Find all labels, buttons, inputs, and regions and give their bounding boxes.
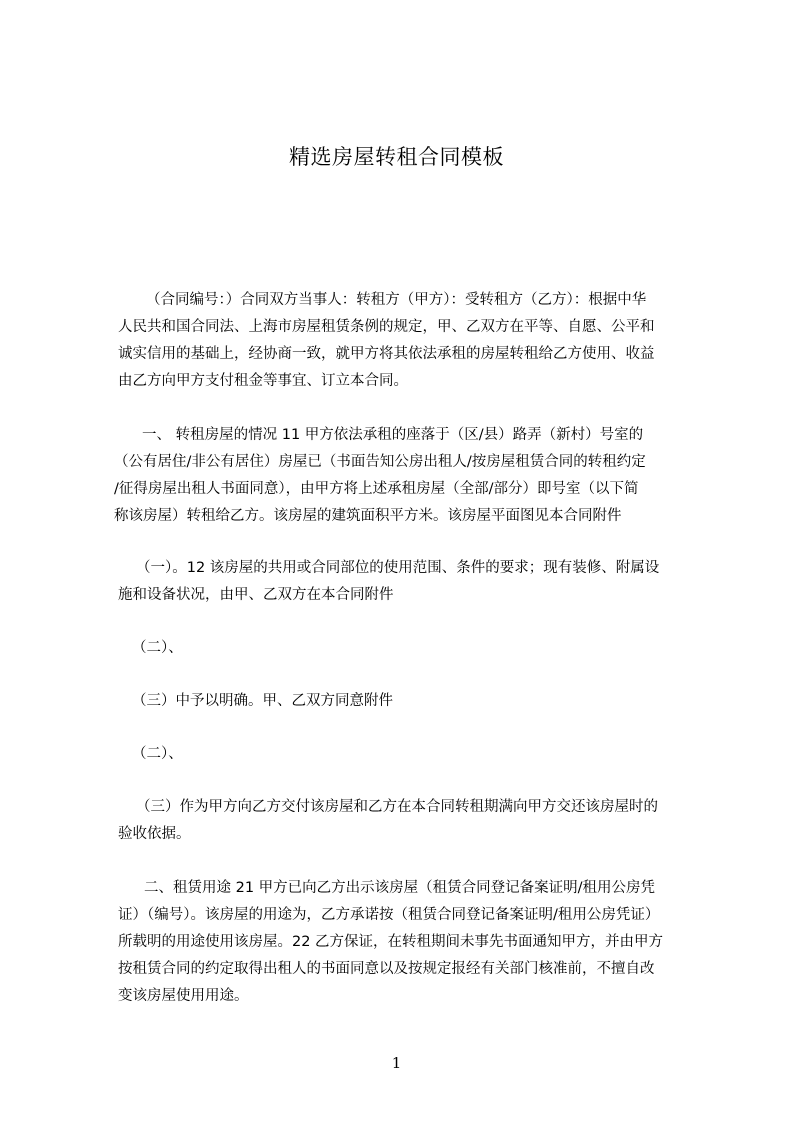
text-line: 验收依据。	[118, 826, 191, 842]
text-line: （一）。12 该房屋的共用或合同部位的使用范围、条件的要求；现有装修、附属设	[136, 560, 660, 576]
paragraph-item-two	[132, 635, 722, 662]
text-line: （二）、	[132, 640, 183, 656]
paragraph-item-three	[132, 688, 722, 715]
paragraph-section-one	[114, 422, 704, 530]
paragraph-item-three-repeat	[118, 794, 708, 848]
text-line: /征得房屋出租人书面同意），由甲方将上述承租房屋（全部/部分）即号室（以下简	[114, 481, 639, 497]
text-line: 一、 转租房屋的情况 11 甲方依法承租的座落于（区/县）路弄（新村）号室的	[142, 427, 644, 443]
text-line: 称该房屋）转租给乙方。该房屋的建筑面积平方米。该房屋平面图见本合同附件	[114, 508, 622, 524]
text-line: 施和设备状况，由甲、乙双方在本合同附件	[118, 587, 394, 603]
text-line: 由乙方向甲方支付租金等事宜、订立本合同。	[118, 373, 408, 389]
paragraph-preamble	[118, 287, 708, 395]
text-line: 按租赁合同的约定取得出租人的书面同意以及按规定报经有关部门核准前，不擅自改	[118, 961, 655, 977]
text-line: 诚实信用的基础上，经协商一致，就甲方将其依法承租的房屋转租给乙方使用、收益	[118, 346, 655, 362]
paragraph-section-two	[118, 875, 708, 1010]
text-line: （公有居住/非公有居住）房屋已（书面告知公房出租人/按房屋租赁合同的转租约定	[114, 454, 646, 470]
text-line: （三）中予以明确。甲、乙双方同意附件	[132, 693, 393, 709]
page-number: 1	[391, 1054, 402, 1072]
document-title: 精选房屋转租合同模板	[289, 145, 504, 169]
text-line: 所载明的用途使用该房屋。22 乙方保证，在转租期间未事先书面通知甲方，并由甲方	[118, 934, 664, 950]
text-line: （合同编号：）合同双方当事人：转租方（甲方）：受转租方（乙方）：根据中华	[146, 292, 647, 308]
paragraph-item-one	[118, 555, 708, 609]
paragraph-item-two-repeat	[132, 741, 722, 768]
text-line: 证）（编号）。该房屋的用途为，乙方承诺按（租赁合同登记备案证明/租用公房凭证）	[118, 907, 660, 923]
text-line: 二、租赁用途 21 甲方已向乙方出示该房屋（租赁合同登记备案证明/租用公房凭	[144, 880, 656, 896]
text-line: （二）、	[132, 746, 183, 762]
text-line: （三）作为甲方向乙方交付该房屋和乙方在本合同转租期满向甲方交还该房屋时的	[136, 799, 658, 815]
text-line: 人民共和国合同法、上海市房屋租赁条例的规定，甲、乙双方在平等、自愿、公平和	[118, 319, 655, 335]
text-line: 变该房屋使用用途。	[118, 988, 249, 1004]
